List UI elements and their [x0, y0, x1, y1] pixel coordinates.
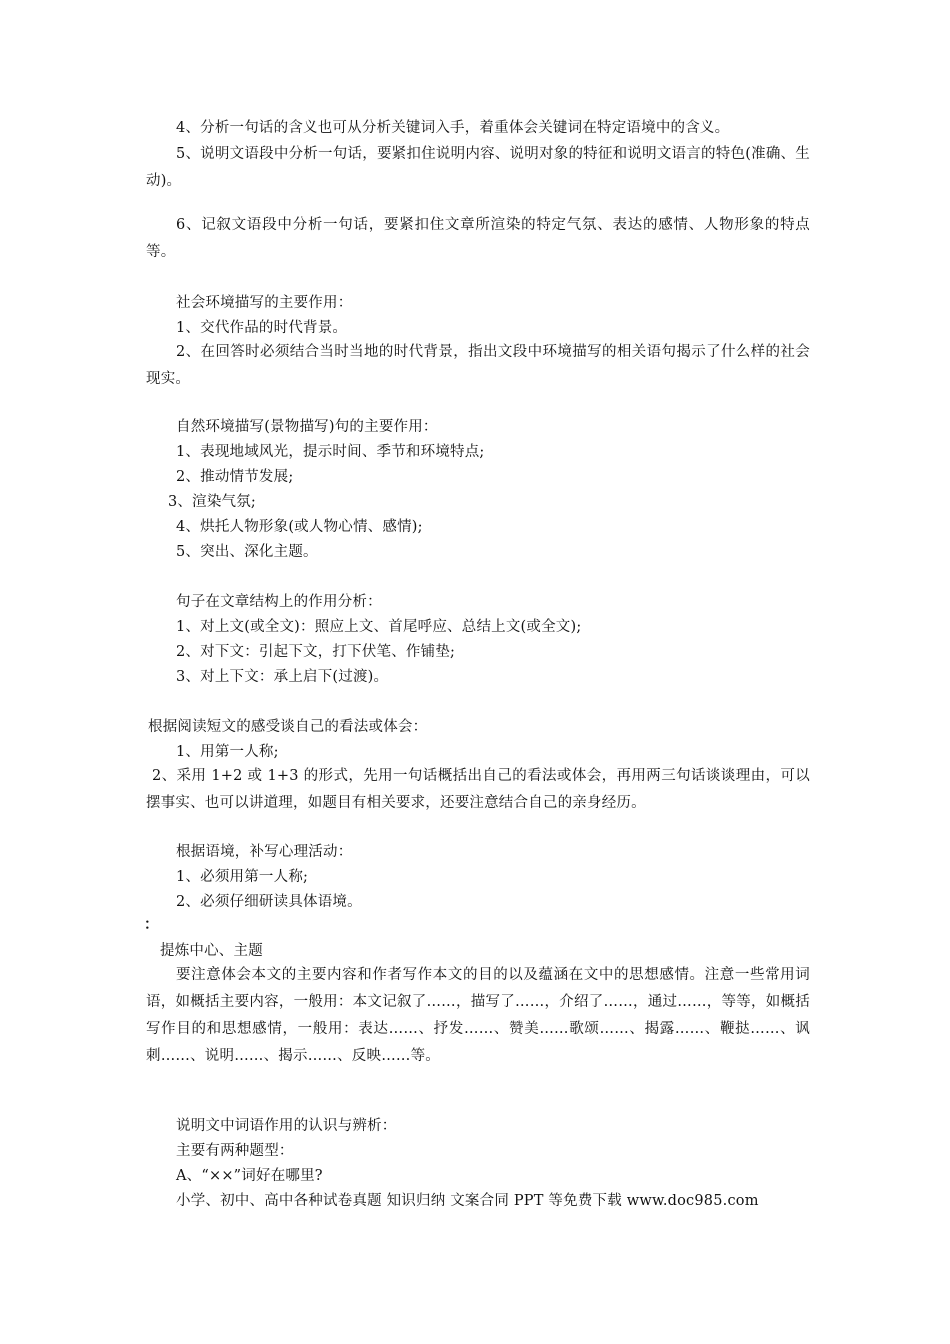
stray-colon: ： — [144, 916, 159, 933]
nature-item-5: 5、突出、深化主题。 — [176, 544, 318, 560]
paragraph-6: 6、记叙文语段中分析一句话，要紧扣住文章所渲染的特定气氛、表达的感情、人物形象的特点等。 — [146, 217, 810, 260]
page-footer: 小学、初中、高中各种试卷真题 知识归纳 文案合同 PPT 等免费下载 www.doc985.com — [176, 1193, 759, 1209]
opinion-item-1: 1、用第一人称; — [176, 744, 279, 760]
structure-item-2: 2、对下文：引起下文，打下伏笔、作铺垫; — [176, 644, 456, 660]
nature-heading: 自然环境描写(景物描写)句的主要作用： — [176, 419, 438, 435]
social-heading: 社会环境描写的主要作用： — [176, 295, 353, 311]
structure-item-3: 3、对上下文：承上启下(过渡)。 — [176, 669, 389, 685]
words-heading: 说明文中词语作用的认识与辨析： — [176, 1118, 397, 1134]
psych-heading: 根据语境，补写心理活动： — [176, 844, 353, 860]
words-item-a: A、“××”词好在哪里? — [176, 1168, 323, 1184]
nature-item-3: 3、渲染气氛; — [168, 494, 257, 510]
opinion-heading: 根据阅读短文的感受谈自己的看法或体会： — [148, 719, 428, 735]
nature-item-2: 2、推动情节发展; — [176, 469, 294, 485]
theme-heading: 提炼中心、主题 — [160, 943, 263, 959]
psych-item-1: 1、必须用第一人称; — [176, 869, 309, 885]
words-subheading: 主要有两种题型： — [176, 1143, 294, 1159]
social-item-1: 1、交代作品的时代背景。 — [176, 320, 348, 336]
nature-item-1: 1、表现地域风光，提示时间、季节和环境特点; — [176, 444, 485, 460]
psych-item-2: 2、必须仔细研读具体语境。 — [176, 894, 362, 910]
paragraph-5: 5、说明文语段中分析一句话，要紧扣住说明内容、说明对象的特征和说明文语言的特色(准确、生动)。 — [146, 146, 810, 189]
paragraph-4: 4、分析一句话的含义也可从分析关键词入手，着重体会关键词在特定语境中的含义。 — [176, 120, 730, 136]
structure-heading: 句子在文章结构上的作用分析： — [176, 594, 382, 610]
structure-item-1: 1、对上文(或全文)：照应上文、首尾呼应、总结上文(或全文); — [176, 619, 582, 635]
opinion-item-2: 2、采用 1+2 或 1+3 的形式，先用一句话概括出自己的看法或体会，再用两三句话谈谈理由，可以摆事实、也可以讲道理，如题目有相关要求，还要注意结合自己的亲身经历。 — [146, 768, 810, 811]
nature-item-4: 4、烘托人物形象(或人物心情、感情); — [176, 519, 423, 535]
social-item-2: 2、在回答时必须结合当时当地的时代背景，指出文段中环境描写的相关语句揭示了什么样的社会现实。 — [146, 344, 810, 387]
theme-body: 要注意体会本文的主要内容和作者写作本文的目的以及蕴涵在文中的思想感情。注意一些常用词语，如概括主要内容，一般用：本文记叙了……，描写了……，介绍了……，通过……，等等，如概括写作目的和思想感情，一般用：表达……、抒发……、赞美……歌颂……、揭露……、鞭挞……、讽刺……、说明……、揭示……、反映……等。 — [146, 967, 811, 1064]
